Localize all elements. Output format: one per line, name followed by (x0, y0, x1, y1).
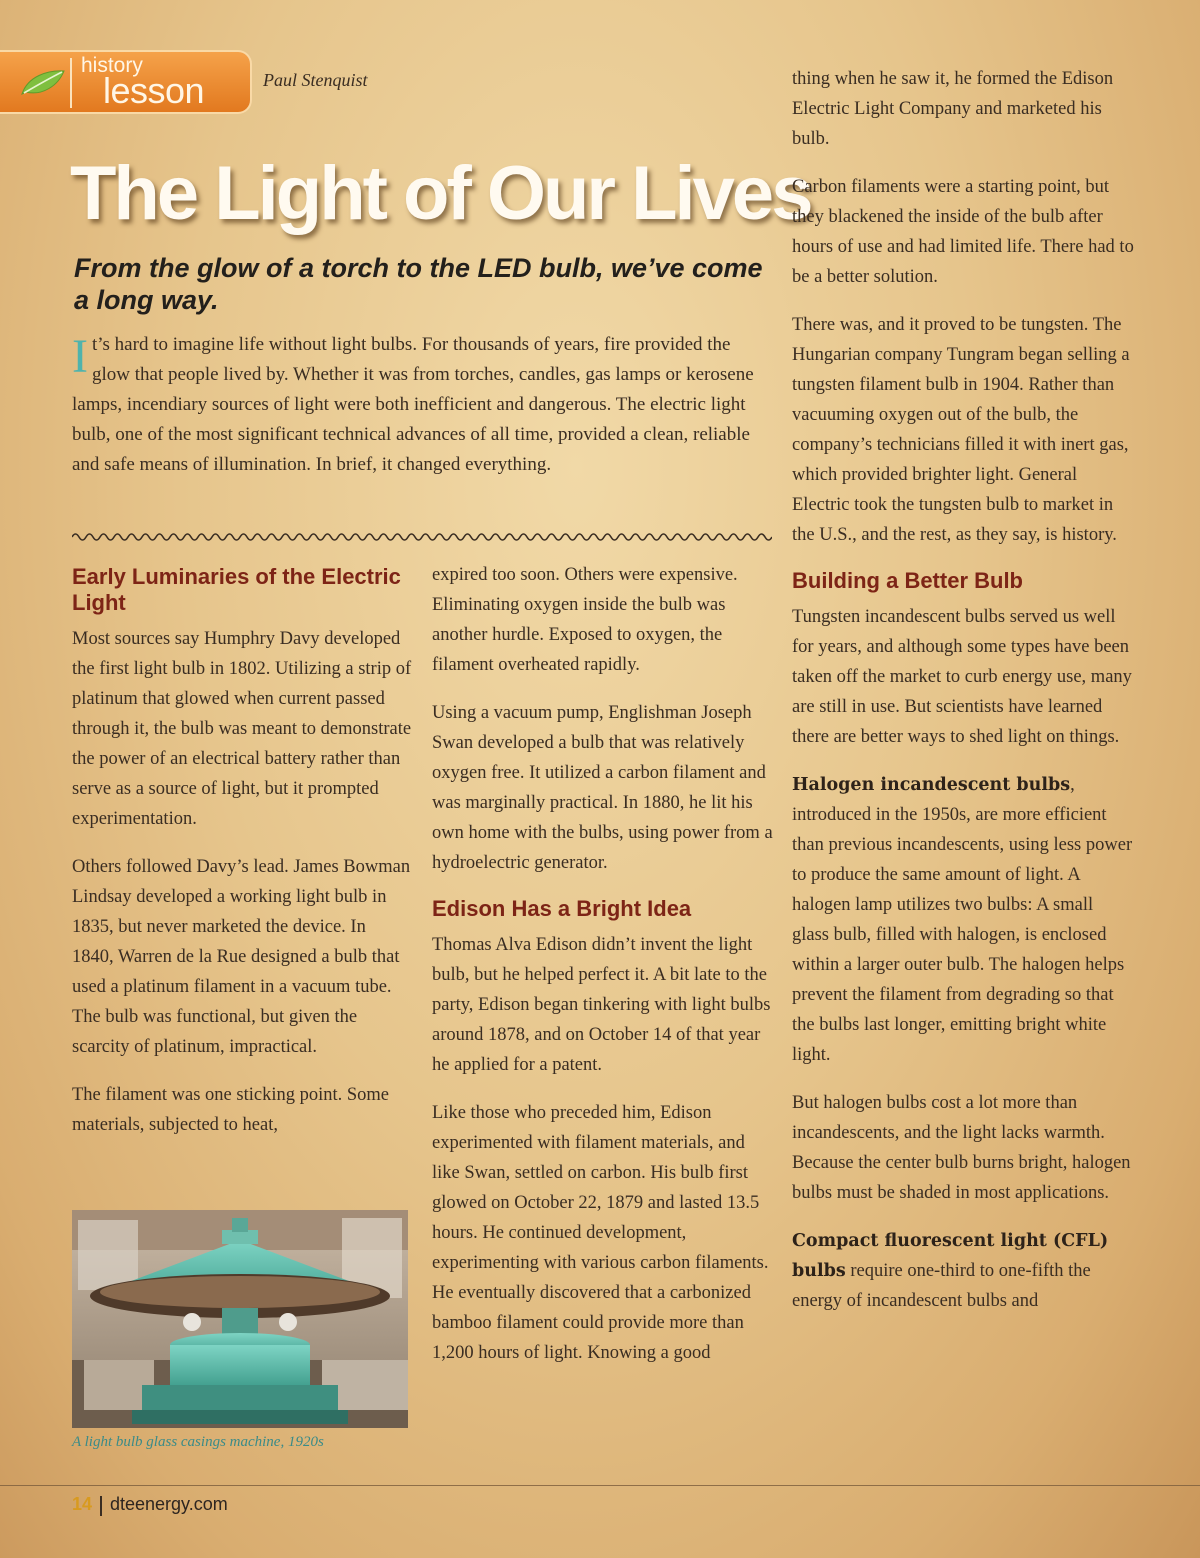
heading-edison: Edison Has a Bright Idea (432, 896, 692, 921)
machine-illustration (72, 1210, 408, 1428)
bold-term: Halogen incandescent bulbs (792, 775, 1071, 795)
heading-better-bulb: Building a Better Bulb (792, 568, 1023, 593)
bold-term: Compact fluorescent light (CFL) bulbs (792, 1231, 1109, 1281)
section-label-small: history (81, 54, 143, 77)
paragraph: There was, and it proved to be tungsten. The Hungarian company Tungram began selling a tungsten filament bulb in 1904. Rather than vacuuming oxygen out of the bulb, the company’s technicians filled it with inert gas, which provided brighter light. General Electric took the tungsten bulb to market in the U.S., and the rest, as they say, is history. (792, 315, 1130, 545)
paragraph: thing when he saw it, he formed the Edison Electric Light Company and marketed his bulb. (792, 69, 1114, 149)
heading-early-luminaries: Early Luminaries of the Electric Light (72, 564, 401, 615)
leaf-icon (20, 68, 66, 98)
machine-photo (72, 1210, 408, 1428)
intro-paragraph (72, 330, 772, 480)
paragraph: Thomas Alva Edison didn’t invent the light bulb, but he helped perfect it. A bit late to the party, Edison began tinkering with light bulbs around 1878, and on October 14 of that year he applied for a patent. (432, 935, 771, 1075)
column-1 (72, 564, 412, 1158)
paragraph-halogen: Halogen incandescent bulbs, introduced in the 1950s, are more efficient than previous incandescents, using less power to produce the same amount of light. A halogen lamp utilizes two bulbs: A small glass bulb, filled with halogen, is enclosed within a larger outer bulb. The halogen helps prevent the filament from degrading so that the bulbs last longer, emitting bright white light. (792, 775, 1133, 1065)
footer-site-link[interactable]: dteenergy.com (110, 1494, 228, 1514)
wavy-divider (72, 528, 772, 546)
column-3 (792, 64, 1134, 1334)
page-number: 14 (72, 1494, 93, 1514)
footer-separator (100, 1496, 102, 1516)
drop-cap: I (72, 330, 88, 383)
tab-divider (70, 58, 72, 108)
paragraph: Others followed Davy’s lead. James Bowman Lindsay developed a working light bulb in 1835, but never marketed the device. In 1840, Warren de la Rue designed a bulb that used a platinum filament in a vacuum tube. The bulb was functional, but given the scarcity of platinum, impractical. (72, 857, 411, 1057)
column-2 (432, 560, 774, 1386)
paragraph: Carbon filaments were a starting point, but they blackened the inside of the bulb after hours of use and had limited life. There had to be a better solution. (792, 177, 1134, 287)
paragraph: But halogen bulbs cost a lot more than incandescents, and the light lacks warmth. Because the center bulb burns bright, halogen bulbs must be shaded in most applications. (792, 1093, 1131, 1203)
paragraph-cfl: Compact fluorescent light (CFL) bulbs require one-third to one-fifth the energy of incandescent bulbs and (792, 1231, 1109, 1311)
paragraph: expired too soon. Others were expensive. Eliminating oxygen inside the bulb was another hurdle. Exposed to oxygen, the filament overheated rapidly. (432, 565, 738, 675)
section-label-big: lesson (103, 70, 205, 111)
paragraph: Tungsten incandescent bulbs served us well for years, and although some types have been taken off the market to curb energy use, many are still in use. But scientists have learned there are better ways to shed light on things. (792, 607, 1132, 747)
article-title: The Light of Our Lives (70, 151, 811, 236)
article-subtitle: From the glow of a torch to the LED bulb, we’ve come a long way. (74, 253, 763, 315)
footer-rule (0, 1485, 1200, 1486)
paragraph: Using a vacuum pump, Englishman Joseph Swan developed a bulb that was relatively oxygen free. It utilized a carbon filament and was marginally practical. In 1880, he lit his own home with the bulbs, using power from a hydroelectric generator. (432, 703, 773, 873)
paragraph: Like those who preceded him, Edison experimented with filament materials, and like Swan, settled on carbon. His bulb first glowed on October 22, 1879 and lasted 13.5 hours. He continued development, experimenting with various carbon filaments. He eventually discovered that a carbonized bamboo filament could provide more than 1,200 hours of light. Knowing a good (432, 1103, 769, 1363)
photo-caption: A light bulb glass casings machine, 1920s (72, 1434, 324, 1450)
author-byline: Paul Stenquist (263, 70, 368, 90)
intro-text: t’s hard to imagine life without light bulbs. For thousands of years, fire provided the glow that people lived by. Whether it was from torches, candles, gas lamps or kerosene lamps, incendiary sources of light were both inefficient and dangerous. The electric light bulb, one of the most significant technical advances of all time, provided a clean, reliable and safe means of illumination. In brief, it changed everything. (72, 334, 754, 475)
paragraph: The filament was one sticking point. Some materials, subjected to heat, (72, 1085, 390, 1135)
paragraph: Most sources say Humphry Davy developed the first light bulb in 1802. Utilizing a strip of platinum that glowed when current passed through it, the bulb was meant to demonstrate the power of an electrical battery rather than serve as a source of light, but it prompted experimentation. (72, 629, 412, 829)
